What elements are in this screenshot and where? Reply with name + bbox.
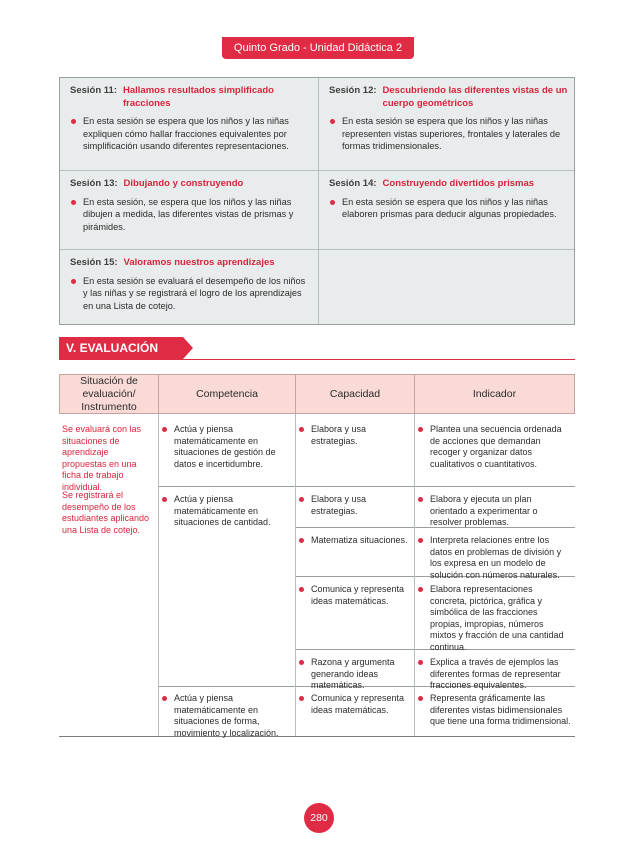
bullet-icon xyxy=(162,696,167,701)
bullet-icon xyxy=(330,119,335,124)
session-title: Hallamos resultados simplificado fracciones xyxy=(123,85,274,109)
indicador-2: Elabora y ejecuta un plan orientado a experimentar o resolver problemas. xyxy=(415,488,575,529)
header-competencia: Competencia xyxy=(158,374,296,414)
session-title: Descubriendo las diferentes vistas de un cuerpo geométricos xyxy=(382,85,568,109)
bullet-icon xyxy=(299,538,304,543)
indicador-4: Elabora representaciones concreta, pictórica, gráfica y simbólica de las fracciones propias, impropias, números mixtos y fracción de una cantidad continua. xyxy=(415,578,575,653)
capacidad-4: Comunica y representa ideas matemáticas. xyxy=(296,578,413,607)
competencia-2: Actúa y piensa matemáticamente en situaciones de cantidad. xyxy=(159,488,294,529)
situation-text-1: Se evaluará con las situaciones de aprendizaje propuestas en una ficha de trabajo individual. xyxy=(62,424,142,492)
page-number: 280 xyxy=(304,803,334,833)
session-title: Dibujando y construyendo xyxy=(123,178,244,189)
bullet-icon xyxy=(299,696,304,701)
session-label: Sesión 14: xyxy=(329,178,377,189)
session-text: En esta sesión se espera que los niños y las niñas expliquen cómo hallar fracciones equivalentes por simplificación usando diferentes representaciones. xyxy=(83,116,289,151)
bullet-icon xyxy=(418,660,423,665)
capacidad-1: Elabora y usa estrategias. xyxy=(296,418,413,447)
capacidad-5: Razona y argumenta generando ideas matemáticas. xyxy=(296,651,413,692)
competencia-1: Actúa y piensa matemáticamente en situaciones de gestión de datos e incertidumbre. xyxy=(159,418,294,470)
header-situacion: Situación de evaluación/ Instrumento xyxy=(59,374,159,414)
unit-header: Quinto Grado - Unidad Didáctica 2 xyxy=(222,37,414,59)
bullet-icon xyxy=(330,200,335,205)
situation-text-2: Se registrará el desempeño de los estudiantes aplicando una Lista de cotejo. xyxy=(62,490,150,535)
section-title: V. EVALUACIÓN xyxy=(59,337,183,359)
capacidad-3: Matematiza situaciones. xyxy=(296,529,413,547)
bullet-icon xyxy=(71,200,76,205)
bullet-icon xyxy=(418,587,423,592)
indicador-6: Representa gráficamente las diferentes vistas bidimensionales que tiene una forma tridimensional. xyxy=(415,687,575,728)
capacidad-6: Comunica y representa ideas matemáticas. xyxy=(296,687,413,716)
session-text: En esta sesión se espera que los niños y las niñas elaboren prismas para deducir algunas propiedades. xyxy=(342,196,557,219)
bullet-icon xyxy=(299,497,304,502)
table-bottom xyxy=(59,736,575,737)
competencia-3: Actúa y piensa matemáticamente en situaciones de forma, movimiento y localización. xyxy=(159,687,294,739)
section-rule xyxy=(59,359,575,360)
row-divider xyxy=(158,486,575,487)
header-capacidad: Capacidad xyxy=(295,374,415,414)
capacidad-2: Elabora y usa estrategias. xyxy=(296,488,413,517)
session-13 xyxy=(60,171,318,249)
sessions-table xyxy=(59,77,575,325)
header-indicador: Indicador xyxy=(414,374,575,414)
session-title: Valoramos nuestros aprendizajes xyxy=(123,257,275,268)
session-label: Sesión 13: xyxy=(70,178,118,189)
bullet-icon xyxy=(418,427,423,432)
bullet-icon xyxy=(299,660,304,665)
bullet-icon xyxy=(418,497,423,502)
session-label: Sesión 15: xyxy=(70,257,118,268)
session-text: En esta sesión se espera que los niños y las niñas representen vistas superiores, frontales y laterales de formas tridimensionales. xyxy=(342,116,561,151)
bullet-icon xyxy=(162,497,167,502)
bullet-icon xyxy=(299,427,304,432)
session-15 xyxy=(60,250,318,326)
bullet-icon xyxy=(71,279,76,284)
session-12 xyxy=(319,78,576,170)
indicador-5: Explica a través de ejemplos las diferentes formas de representar fracciones equivalentes. xyxy=(415,651,575,692)
session-label: Sesión 12: xyxy=(329,85,377,96)
bullet-icon xyxy=(418,538,423,543)
session-text: En esta sesión se evaluará el desempeño de los niños y las niñas y se registrará el logro de los aprendizajes en una Lista de cotejo. xyxy=(83,275,306,311)
bullet-icon xyxy=(418,696,423,701)
bullet-icon xyxy=(299,587,304,592)
indicador-1: Plantea una secuencia ordenada de acciones que demandan recoger y organizar datos cualitativos o cuantitativos. xyxy=(415,418,575,470)
bullet-icon xyxy=(71,119,76,124)
session-text: En esta sesión, se espera que los niños y las niñas dibujen a medida, las diferentes vistas de prismas y pirámides. xyxy=(83,196,294,232)
session-title: Construyendo divertidos prismas xyxy=(382,178,535,189)
bullet-icon xyxy=(162,427,167,432)
session-14 xyxy=(319,171,576,249)
session-11 xyxy=(60,78,318,170)
indicador-3: Interpreta relaciones entre los datos en problemas de división y los expresa en un modelo de solución con números naturales. xyxy=(415,529,575,581)
session-label: Sesión 11: xyxy=(70,85,117,96)
